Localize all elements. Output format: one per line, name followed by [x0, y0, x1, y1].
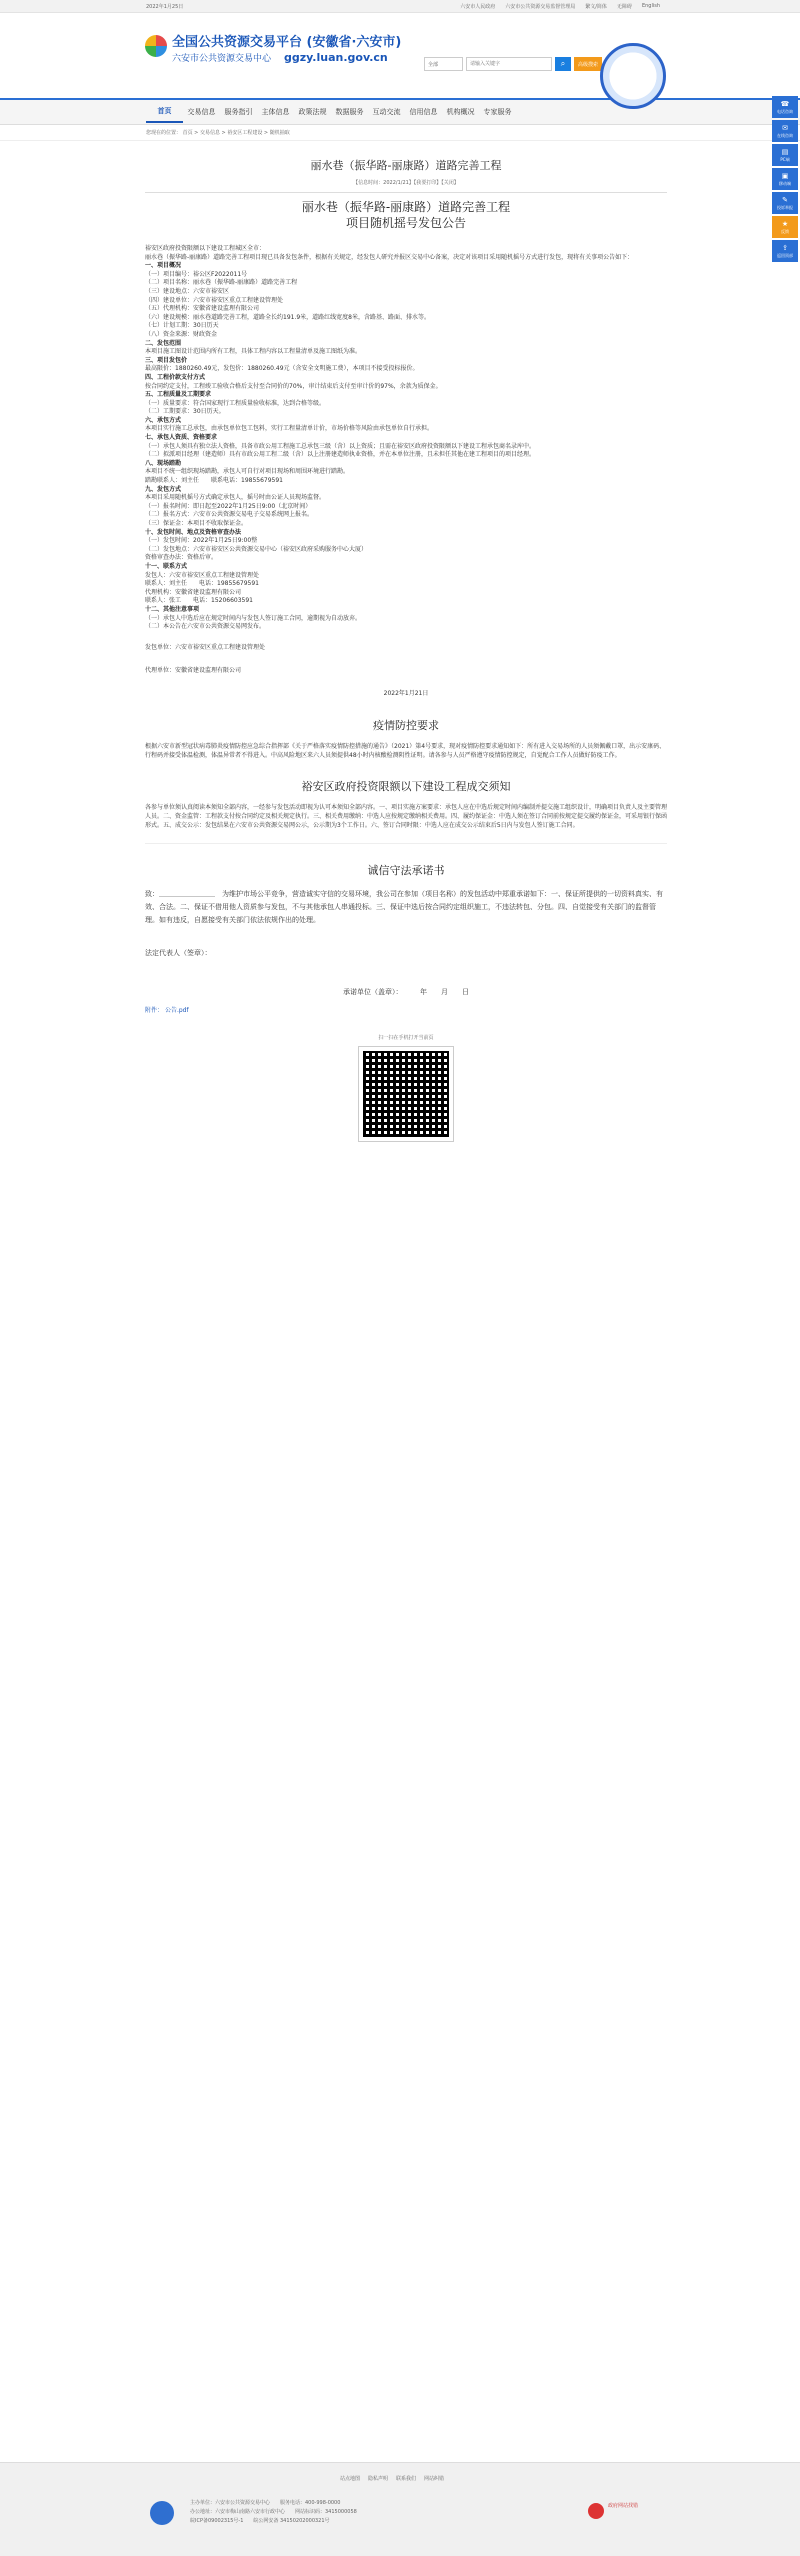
covid-text: 根据六安市新型冠状病毒肺炎疫情防控应急综合指挥部《关于严格落实疫情防控措施的通告》（2021）第4号要求，现对疫情防控要求通知如下：所有进入交易场所的人员须佩戴口罩，出示安康码、行程码并接受体温检测，体温异常者不得进入。中高风险地区来六人员须提供48小时内核酸检测阴性证明。请各参与人员严格遵守疫情防控规定，自觉配合工作人员做好防疫工作。 [145, 742, 666, 759]
main-nav [0, 98, 800, 125]
document-title-line-1: 丽水巷（振华路-丽康路）道路完善工程 [301, 200, 511, 214]
nav-item-entity-info[interactable]: 主体信息 [261, 108, 290, 116]
paragraph: （六）建设规模：丽水巷道路完善工程，道路全长约191.9米，道路红线宽度8米，含路基、路面、排水等。 [145, 313, 430, 321]
site-footer [0, 2462, 800, 2556]
paragraph: 按合同约定支付，工程竣工验收合格后支付至合同价的70%，审计结束后支付至审计价的97%，余款为质保金。 [145, 382, 442, 390]
paragraph: 最高限价：1880260.49元，发包价：1880260.49元（含安全文明施工费），本项目不接受投标报价。 [145, 365, 419, 373]
paragraph: （三）建设地点：六安市裕安区 [145, 287, 230, 295]
paragraph: （二）拟派项目经理（建造师）具有市政公用工程二级（含）以上注册建造师执业资格，并在本单位注册，且未担任其他在建工程项目的项目经理。 [145, 451, 536, 459]
signer-line: 发包单位：六安市裕安区重点工程建设管理处 [145, 643, 266, 651]
search-icon: ⌕ [560, 59, 566, 68]
section-heading: 九、发包方式 [145, 485, 182, 493]
attachment-link[interactable]: 公告.pdf [164, 1006, 189, 1014]
document-title-line-2: 项目随机摇号发包公告 [345, 216, 466, 230]
section-heading: 六、承包方式 [145, 416, 182, 424]
paragraph: （三）保证金：本项目不收取保证金。 [145, 520, 248, 527]
footer-links [340, 2475, 444, 2482]
paragraph: 联系人：张工 电话：15206603591 [145, 597, 253, 605]
paragraph: 裕安区政府投资限额以下建设工程城区全市： [145, 245, 266, 252]
paragraph: 代理机构：安徽省建设监理有限公司 [145, 588, 242, 596]
article [145, 148, 667, 1141]
sidebar-button[interactable] [772, 240, 798, 262]
paragraph: （八）资金来源：财政资金 [145, 330, 218, 338]
topbar-link[interactable]: 无障碍 [616, 3, 632, 10]
footer-info [190, 2499, 357, 2526]
emblem-icon [600, 43, 666, 109]
document-title [145, 199, 667, 231]
article-date: 2022年1月21日 [383, 689, 429, 697]
sidebar-button[interactable] [772, 120, 798, 142]
sidebar-button[interactable] [772, 144, 798, 166]
platform-logo-icon[interactable] [145, 35, 167, 57]
paragraph: 发包人：六安市裕安区重点工程建设管理处 [145, 571, 260, 579]
section-heading: 一、项目概况 [145, 262, 182, 270]
site-title[interactable]: 全国公共资源交易平台 (安徽省·六安市) [172, 35, 402, 50]
footer-line: 皖ICP备09002315号-1 皖公网安备 34150202000321号 [190, 2518, 330, 2524]
paragraph: （一）报名时间：即日起至2022年1月25日9:00（北京时间） [145, 502, 312, 510]
error-report-icon[interactable] [588, 2503, 604, 2519]
article-body [145, 245, 667, 632]
section-heading: 十、发包时间、地点及资格审查办法 [145, 528, 242, 536]
footer-link[interactable]: 站点地图 [340, 2476, 361, 2482]
paragraph: （四）建设单位：六安市裕安区重点工程建设管理处 [145, 296, 284, 304]
breadcrumb: 您现在的位置： 首页 > 交易信息 > 裕安区工程建设 > 随机抽取 [0, 125, 800, 141]
paragraph: （二）报名方式：六安市公共资源交易电子交易系统网上报名。 [145, 511, 314, 519]
promise-text: 致：＿＿＿＿＿＿＿＿ 为维护市场公平竞争，营造诚实守信的交易环境，我公司在参加（项目名称）的发包活动中郑重承诺如下：一、保证所提供的一切资料真实、有效、合法。二、保证不借用他人资质参与发包，不与其他承包人串通投标。三、保证中选后按合同约定组织施工，不违法转包、分包。四、自觉接受有关部门的监督管理。如有违反，自愿接受有关部门依法依规作出的处理。 [145, 889, 663, 924]
gov-badge-icon[interactable] [150, 2501, 174, 2525]
divider [145, 843, 667, 844]
advanced-search-button[interactable]: 高级搜索 [574, 57, 602, 71]
sidebar-button[interactable] [772, 192, 798, 214]
nav-item-interaction[interactable]: 互动交流 [372, 108, 401, 116]
section-heading: 二、发包范围 [145, 339, 182, 347]
nav-item-about[interactable]: 机构概况 [446, 108, 475, 116]
paragraph: （二）发包地点：六安市裕安区公共资源交易中心（裕安区政府采购服务中心大厦） [145, 545, 368, 553]
sidebar-icon: ✉ [782, 123, 788, 132]
nav-item-home[interactable]: 首页 [146, 101, 183, 123]
promise-section-title: 诚信守法承诺书 [367, 863, 445, 877]
sidebar-label: 电话咨询 [777, 108, 793, 114]
promise-signature-1: 法定代表人（签章）： [145, 948, 212, 957]
paragraph: （一）承包人中选后应在规定时间内与发包人签订施工合同，逾期视为自动放弃。 [145, 614, 362, 622]
sidebar-label: 在线咨询 [777, 132, 793, 138]
sidebar-icon: ★ [781, 219, 789, 228]
topbar-link[interactable]: 繁文/简体 [585, 3, 607, 10]
floating-sidebar [772, 96, 798, 264]
attachment-label: 附件： [145, 1006, 164, 1014]
article-title: 丽水巷（振华路-丽康路）道路完善工程 [310, 159, 502, 172]
sidebar-label: 投诉举报 [777, 204, 793, 210]
nav-item-credit[interactable]: 信用信息 [409, 108, 438, 116]
sidebar-icon: ✎ [782, 195, 788, 204]
nav-item-service-guide[interactable]: 服务指引 [224, 108, 253, 116]
footer-link[interactable]: 网站纠错 [424, 2476, 445, 2482]
search-input[interactable] [466, 57, 552, 71]
paragraph: （一）质量要求：符合国家现行工程质量验收标准，达到合格等级。 [145, 399, 326, 407]
qr-code-icon [359, 1047, 453, 1141]
topbar-date: 2022年1月25日 [146, 3, 184, 10]
signer-line: 代理单位：安徽省建设监理有限公司 [145, 666, 242, 674]
topbar-link[interactable]: 六安市公共资源交易监督管理局 [505, 3, 576, 10]
paragraph: 资格审查办法：资格后审。 [145, 554, 218, 562]
nav-item-policy[interactable]: 政策法规 [298, 108, 327, 116]
footer-link[interactable]: 隐私声明 [368, 2476, 389, 2482]
qr-label: 扫一扫在手机打开当前页 [378, 1034, 434, 1041]
paragraph: 丽水巷（振华路-丽康路）道路完善工程项目现已具备发包条件，根据有关规定，经发包人研究并报区交易中心备案，决定对该项目采用随机摇号方式进行发包，现将有关事项公告如下： [145, 253, 634, 261]
section-heading: 八、现场踏勘 [145, 459, 182, 467]
topbar-links [460, 3, 660, 10]
footer-line: 主办单位：六安市公共资源交易中心 服务电话：400-998-0000 [190, 2500, 341, 2506]
topbar-link[interactable]: English [641, 2, 660, 9]
sidebar-button[interactable] [772, 168, 798, 190]
sidebar-button[interactable] [772, 216, 798, 238]
paragraph: （一）发包时间：2022年1月25日9:00整 [145, 537, 258, 545]
paragraph: （七）计划工期：30日历天 [145, 322, 219, 330]
section-heading: 七、承包人资质、资格要求 [145, 434, 218, 442]
topbar-link[interactable]: 六安市人民政府 [460, 3, 496, 10]
sidebar-icon: ▣ [781, 171, 789, 180]
paragraph: （一）项目编号：裕公区F2022011号 [145, 270, 248, 278]
paragraph: （一）承包人须具有独立法人资格，具备市政公用工程施工总承包三级（含）以上资质；且需在裕安区政府投资限额以下建设工程承包商名录库中。 [145, 442, 536, 450]
paragraph: 踏勘联系人：刘主任 联系电话：19855679591 [145, 477, 283, 485]
search-button[interactable] [555, 57, 571, 71]
site-subtitle: 六安市公共资源交易中心 [172, 54, 272, 64]
section-heading: 五、工程质量及工期要求 [145, 391, 212, 399]
covid-section-title: 疫情防控要求 [373, 718, 439, 732]
nav-item-data-service[interactable]: 数据服务 [335, 108, 364, 116]
footer-line: 办公地址：六安市梅山南路六安市行政中心 网站标识码：3415000058 [190, 2509, 357, 2515]
error-report-label[interactable]: 政府网站找错 [608, 2503, 639, 2509]
search-box [424, 57, 602, 71]
nav-item-expert[interactable]: 专家服务 [483, 108, 512, 116]
paragraph: 本项目不统一组织现场踏勘，承包人可自行对项目现场和周围环境进行踏勘。 [145, 468, 350, 476]
nav-item-trade-info[interactable]: 交易信息 [187, 108, 216, 116]
section-heading: 三、项目发包价 [145, 356, 188, 364]
promise-signature-2: 承诺单位（盖章）： 年 月 日 [343, 987, 469, 996]
attachment [145, 1005, 667, 1014]
paragraph: （二）工期要求：30日历天。 [145, 408, 225, 416]
paragraph: 本项目实行施工总承包，由承包单位包工包料，实行工程量清单计价，市场价格等风险由承包单位自行承担。 [145, 425, 434, 433]
search-scope-select[interactable]: 全部 [424, 57, 463, 71]
paragraph: （五）代理机构：安徽省建设监理有限公司 [145, 305, 260, 313]
top-bar [0, 0, 800, 13]
site-url: ggzy.luan.gov.cn [284, 51, 388, 64]
sidebar-button[interactable] [772, 96, 798, 118]
sidebar-label: PC端 [780, 156, 790, 162]
notice-text: 各参与单位须认真阅读本须知全部内容，一经参与发包活动即视为认可本须知全部内容。一、项目实施方案要求：承包人应在中选后规定时间内编制并提交施工组织设计，明确项目负责人及主要管理人员。二、资金监管：工程款支付按合同约定及相关规定执行。三、相关费用缴纳：中选人应按规定缴纳相关费用。四、履约保证金：中选人须在签订合同前按规定提交履约保证金，可采用银行保函形式。五、成交公示：发包结果在六安市公共资源交易网公示，公示期为3个工作日。六、签订合同时限：中选人应在成交公示结束后5日内与发包人签订施工合同。 [145, 804, 668, 829]
paragraph: 联系人：刘主任 电话：19855679591 [145, 580, 259, 588]
signers [145, 642, 667, 674]
sidebar-icon: ☎ [780, 99, 790, 108]
section-heading: 十二、其他注意事项 [145, 605, 200, 613]
paragraph: 本项目施工图设计范围内所有工程，具体工程内容以工程量清单及施工图纸为准。 [145, 348, 362, 356]
article-meta: 【信息时间：2022/1/21】【我要打印】【关闭】 [145, 179, 667, 193]
footer-link[interactable]: 联系我们 [396, 2476, 417, 2482]
section-heading: 四、工程价款支付方式 [145, 373, 206, 381]
sidebar-label: 移动端 [779, 180, 791, 186]
sidebar-label: 反馈 [781, 228, 789, 234]
paragraph: （二）项目名称：丽水巷（振华路-丽康路）道路完善工程 [145, 279, 298, 287]
sidebar-label: 返回顶部 [777, 252, 793, 258]
site-header [0, 13, 800, 98]
section-heading: 十一、联系方式 [145, 562, 188, 570]
paragraph: （二）本公告在六安市公共资源交易网发布。 [145, 623, 266, 631]
notice-section-title: 裕安区政府投资限额以下建设工程成交须知 [301, 780, 511, 794]
paragraph: 本项目采用随机摇号方式确定承包人，摇号时由公证人员现场监督。 [145, 494, 326, 502]
sidebar-icon: ⇪ [782, 243, 788, 252]
sidebar-icon: ▤ [781, 147, 789, 156]
